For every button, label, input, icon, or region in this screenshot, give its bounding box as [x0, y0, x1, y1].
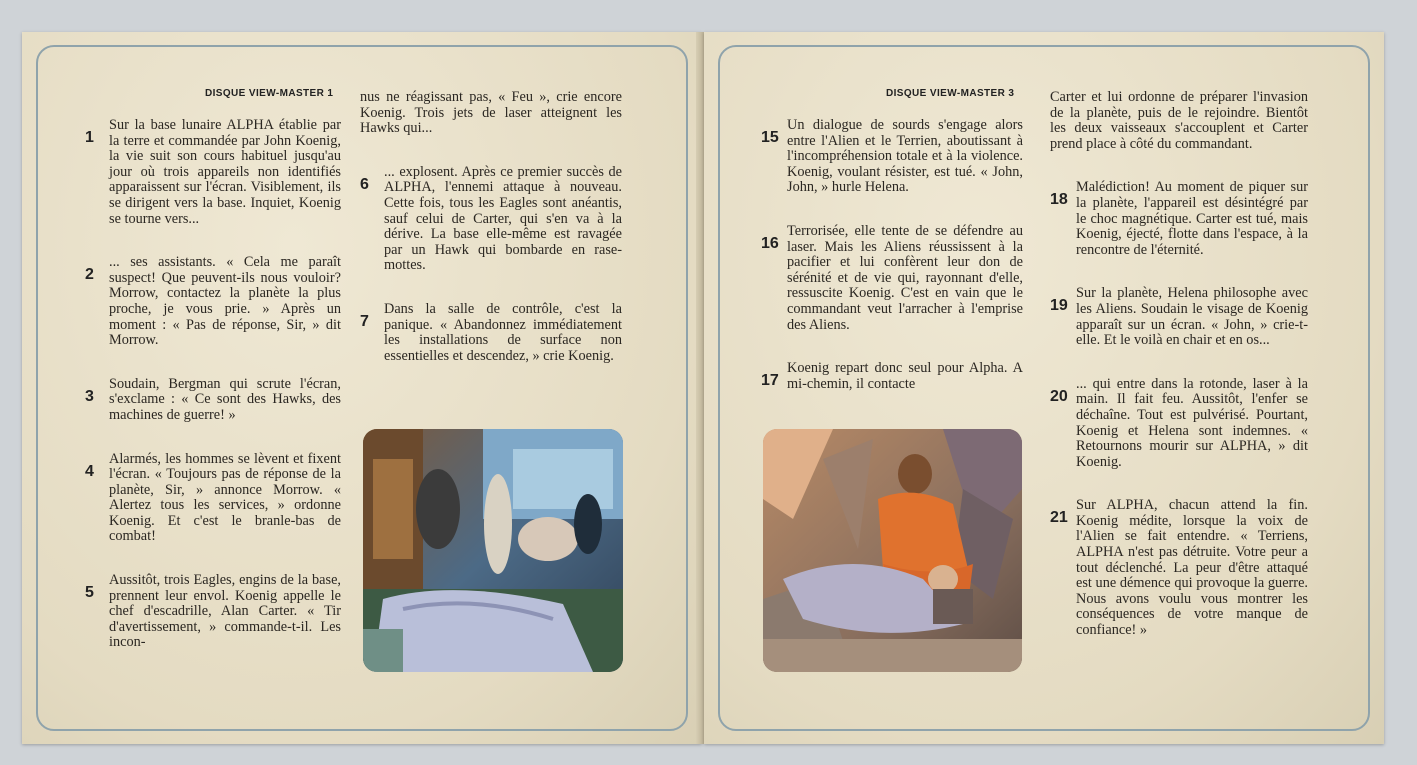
caption-paragraph — [85, 118, 341, 227]
scene-photo-control-room — [363, 429, 623, 672]
caption-text: Terrorisée, elle tente de se défendre au laser. Mais les Aliens réussissent à la pacifier et lui confèrent leur don de sérénité et de vie qui, rayonnant d'elle, ressuscite Koenig. C'est en vain que le commandant veut l'arracher à l'emprise des Aliens. — [787, 222, 1023, 333]
caption-paragraph — [761, 361, 1023, 392]
frame-number: 1 — [85, 129, 94, 146]
right-page — [704, 32, 1384, 744]
scene-photo-planet — [763, 429, 1022, 672]
frame-number: 16 — [761, 234, 779, 252]
frame-number: 6 — [360, 175, 369, 193]
caption-text: Un dialogue de sourds s'engage alors entre l'Alien et le Terrien, aboutissant à l'incompréhension totale et à la violence. Koenig, voulant résister, est tué. « John, John, » hurle Helena. — [787, 117, 1023, 196]
caption-text: Sur la planète, Helena philosophe avec les Aliens. Soudain le visage de Koenig apparaît sur un écran. « John, » crie-t-elle. Et le voilà en chair et en os... — [1076, 285, 1308, 349]
continued-text: Carter et lui ordonne de préparer l'invasion de la planète, puis de le rejoindre. Bientôt les deux vaisseaux s'accouplent et Carter prend place à côté du commandant. — [1050, 89, 1308, 152]
caption-paragraph — [1050, 286, 1308, 348]
caption-paragraph — [1050, 377, 1308, 471]
frame-number: 18 — [1050, 191, 1068, 209]
frame-number: 17 — [761, 372, 779, 390]
frame-number: 2 — [85, 266, 94, 284]
text-column-2 — [360, 90, 622, 392]
frame-number: 15 — [761, 129, 779, 146]
caption-paragraph — [1050, 498, 1308, 638]
caption-paragraph — [761, 224, 1023, 333]
disc-header: DISQUE VIEW-MASTER 1 — [205, 88, 334, 99]
frame-number: 20 — [1050, 387, 1068, 405]
caption-paragraph — [85, 255, 341, 349]
caption-text: ... ses assistants. « Cela me paraît suspect! Que peuvent-ils nous vouloir? Morrow, contactez la planète la plus proche, je vous prie. » Après un moment : « Pas de réponse, Sir, » dit Morrow. — [109, 254, 341, 349]
caption-paragraph — [360, 165, 622, 274]
text-column-1 — [85, 118, 341, 679]
text-column-1 — [761, 118, 1023, 420]
frame-number: 5 — [85, 584, 94, 602]
caption-text: ... qui entre dans la rotonde, laser à la main. Il fait feu. Aussitôt, l'enfer se déchaîne. Tout est pulvérisé. Pourtant, Koenig et Helena sont indemnes. « Retournons mourir sur ALPHA, » dit Koenig. — [1076, 375, 1308, 470]
caption-paragraph — [85, 573, 341, 651]
disc-header: DISQUE VIEW-MASTER 3 — [886, 88, 1015, 99]
caption-paragraph — [761, 118, 1023, 196]
caption-paragraph — [1050, 180, 1308, 258]
text-column-2 — [1050, 90, 1308, 667]
planet-scene-illustration — [763, 429, 1022, 672]
caption-text: Aussitôt, trois Eagles, engins de la base, prennent leur envol. Koenig appelle le chef d'escadrille, Alan Carter. « Tir d'avertissement, » commande-t-il. Les incon- — [109, 572, 341, 651]
frame-number: 3 — [85, 387, 94, 405]
caption-text: Sur ALPHA, chacun attend la fin. Koenig médite, lorsque la voix de l'Alien se fait entendre. « Terriens, ALPHA n'est pas détruite. Votre peur a tout déclenché. La peur d'être attaqué est une démence qui provoque la guerre. Nous avons voulu vous montrer les conséquences de votre manque de confiance! » — [1076, 497, 1308, 639]
frame-number: 4 — [85, 462, 94, 480]
caption-text: Sur la base lunaire ALPHA établie par la terre et commandée par John Koenig, la vie suit son cours habituel jusqu'au jour où trois appareils non identifiés apparaissent sur l'écran. Visiblement, ils se dirigent vers la base. Inquiet, Koenig se tourne vers... — [109, 117, 341, 227]
caption-text: Soudain, Bergman qui scrute l'écran, s'exclame : « Ce sont des Hawks, des machines de guerre! » — [109, 375, 341, 423]
caption-paragraph — [360, 302, 622, 364]
caption-text: ... explosent. Après ce premier succès de ALPHA, l'ennemi attaque à nouveau. Cette fois, tous les Eagles sont anéantis, sauf celui de Carter, qui s'en va à la dérive. La base elle-même est ravagée par un Hawk qui bombarde en rase-mottes. — [384, 163, 622, 274]
frame-number: 19 — [1050, 297, 1068, 315]
caption-paragraph — [85, 377, 341, 424]
caption-text: Koenig repart donc seul pour Alpha. A mi-chemin, il contacte — [787, 360, 1023, 392]
caption-paragraph — [85, 452, 341, 546]
caption-text: Alarmés, les hommes se lèvent et fixent l'écran. « Toujours pas de réponse de la planète, Sir, » annonce Morrow. « Alertez tous les services, » ordonne Koenig. Et c'est le branle-bas de combat! — [109, 450, 341, 545]
caption-text: Malédiction! Au moment de piquer sur la planète, l'appareil est désintégré par le choc magnétique. Carter est tué, mais Koenig, éjecté, flotte dans l'espace, à la rencontre de l'éternité. — [1076, 179, 1308, 258]
left-page — [22, 32, 702, 744]
control-room-illustration — [363, 429, 623, 672]
continued-text: nus ne réagissant pas, « Feu », crie encore Koenig. Trois jets de laser atteignent les Hawks qui... — [360, 89, 622, 137]
frame-number: 7 — [360, 312, 369, 330]
frame-number: 21 — [1050, 509, 1068, 527]
caption-text: Dans la salle de contrôle, c'est la panique. « Abandonnez immédiatement les installations de surface non essentielles et descendez, » crie Koenig. — [384, 300, 622, 364]
